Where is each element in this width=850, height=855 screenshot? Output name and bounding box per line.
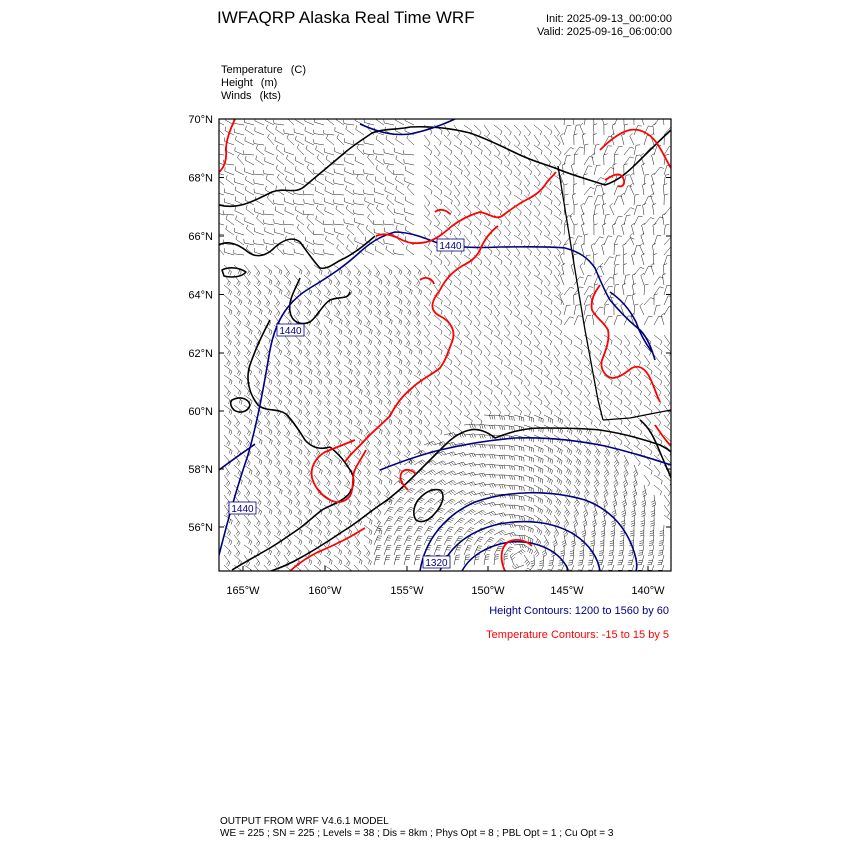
temperature-contours	[219, 119, 671, 571]
lon-tick-label: 145°W	[550, 585, 584, 597]
kodiak-island	[414, 489, 443, 521]
alaska-peninsula-south	[262, 470, 420, 574]
contour-label: 1440	[231, 504, 254, 515]
panhandle-border	[603, 410, 671, 420]
alaska-canada-border	[558, 166, 603, 420]
contour-label: 1440	[439, 241, 462, 252]
lat-tick-label: 62°N	[188, 348, 213, 360]
valid-time: Valid: 2025-09-16_06:00:00	[537, 26, 672, 38]
st-lawrence-island	[222, 268, 246, 277]
gulf-coast	[495, 428, 671, 452]
temp-contour-panhandle	[655, 425, 671, 446]
height-contours	[219, 119, 671, 571]
lon-tick-label: 155°W	[390, 585, 424, 597]
lat-tick-label: 58°N	[188, 464, 213, 476]
seward-peninsula	[219, 236, 375, 268]
field-height: Height (m)	[221, 77, 278, 89]
wind-barb-field	[213, 113, 674, 576]
map-frame	[219, 119, 671, 571]
model-footer	[220, 816, 613, 840]
footer-line-2: WE = 225 ; SN = 225 ; Levels = 38 ; Dis = 8km ; Phys Opt = 8 ; PBL Opt = 1 ; Cu Opt = 3	[220, 828, 614, 839]
field-winds: Winds (kts)	[221, 90, 281, 102]
west-coast-yk-delta	[248, 320, 330, 448]
field-temperature: Temperature (C)	[221, 64, 307, 76]
lon-tick-label: 150°W	[471, 585, 505, 597]
height-contour-west	[219, 444, 255, 470]
footer-line-1: OUTPUT FROM WRF V4.6.1 MODEL	[220, 816, 389, 827]
lon-tick-label: 165°W	[226, 585, 260, 597]
wind-barbs	[213, 113, 674, 576]
lat-tick-label: 68°N	[188, 172, 213, 185]
lat-tick-label: 56°N	[188, 522, 213, 534]
contour-label: 1320	[425, 558, 448, 569]
lon-tick-label: 160°W	[308, 585, 342, 597]
lat-tick-label: 66°N	[188, 231, 213, 243]
lon-tick-label: 140°W	[631, 585, 665, 597]
lat-tick-label: 64°N	[188, 289, 213, 302]
height-contour-info: Height Contours: 1200 to 1560 by 60	[489, 605, 669, 617]
lat-tick-label: 60°N	[188, 406, 213, 418]
plot-title: IWFAQRP Alaska Real Time WRF	[217, 8, 475, 27]
contour-label: 1440	[279, 326, 302, 337]
init-time: Init: 2025-09-13_00:00:00	[546, 13, 672, 25]
temperature-contour-info: Temperature Contours: -15 to 15 by 5	[486, 629, 669, 641]
lat-tick-label: 70°N	[188, 114, 213, 126]
